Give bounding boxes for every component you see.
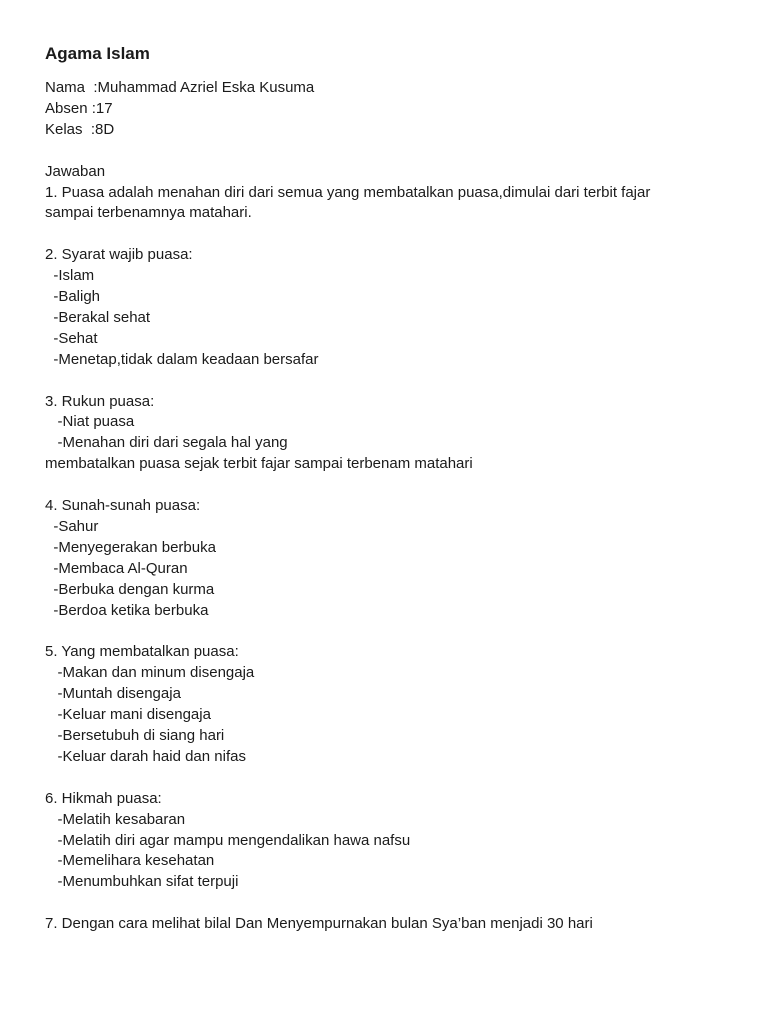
text-line: 7. Dengan cara melihat bilal Dan Menyempurnakan bulan Sya’ban menjadi 30 hari bbox=[45, 915, 593, 933]
answers bbox=[45, 162, 728, 935]
text-line: sampai terbenamnya matahari. bbox=[45, 204, 252, 222]
text-line: -Berakal sehat bbox=[45, 308, 151, 326]
text-line: 5. Yang membatalkan puasa: bbox=[45, 643, 239, 661]
text-line: 4. Sunah-sunah puasa: bbox=[45, 497, 201, 515]
answer-2 bbox=[45, 245, 728, 370]
text-line: -Menyegerakan berbuka bbox=[45, 538, 216, 556]
text-line: 6. Hikmah puasa: bbox=[45, 789, 162, 807]
student-info-line: Nama :Muhammad Azriel Eska Kusuma bbox=[45, 79, 315, 96]
text-line: -Membaca Al-Quran bbox=[45, 559, 188, 577]
text-line: -Melatih diri agar mampu mengendalikan hawa nafsu bbox=[45, 831, 411, 849]
text-line: membatalkan puasa sejak terbit fajar sampai terbenam matahari bbox=[45, 455, 473, 473]
text-line: -Memelihara kesehatan bbox=[45, 852, 215, 870]
text-line: 1. Puasa adalah menahan diri dari semua yang membatalkan puasa,dimulai dari terbit fajar bbox=[45, 183, 651, 201]
text-line: -Baligh bbox=[45, 288, 101, 306]
answer-3 bbox=[45, 392, 728, 476]
text-line: -Berdoa ketika berbuka bbox=[45, 601, 209, 619]
text-line: -Islam bbox=[45, 267, 95, 285]
student-info bbox=[45, 78, 728, 141]
student-info-line: Kelas :8D bbox=[45, 120, 115, 138]
text-line: 2. Syarat wajib puasa: bbox=[45, 246, 193, 264]
text-line: -Makan dan minum disengaja bbox=[45, 664, 255, 682]
text-line: Jawaban bbox=[45, 162, 106, 180]
text-line: -Menetap,tidak dalam keadaan bersafar bbox=[45, 350, 319, 368]
text-line: -Keluar darah haid dan nifas bbox=[45, 747, 246, 765]
text-line: -Keluar mani disengaja bbox=[45, 706, 211, 724]
answer-5 bbox=[45, 642, 728, 767]
text-line: -Menahan diri dari segala hal yang bbox=[45, 434, 288, 452]
text-line: -Menumbuhkan sifat terpuji bbox=[45, 873, 239, 891]
text-line: -Muntah disengaja bbox=[45, 685, 181, 703]
answer-6 bbox=[45, 789, 728, 894]
page-title: Agama Islam bbox=[45, 44, 150, 63]
text-line: -Sehat bbox=[45, 329, 98, 347]
student-info-line: Absen :17 bbox=[45, 99, 113, 117]
text-line: -Melatih kesabaran bbox=[45, 810, 186, 828]
answer-4 bbox=[45, 496, 728, 621]
text-line: -Niat puasa bbox=[45, 413, 135, 431]
text-line: 3. Rukun puasa: bbox=[45, 392, 155, 410]
text-line: -Sahur bbox=[45, 517, 99, 535]
text-line: -Berbuka dengan kurma bbox=[45, 580, 215, 598]
answer-1 bbox=[45, 162, 728, 225]
answer-7 bbox=[45, 914, 728, 935]
text-line: -Bersetubuh di siang hari bbox=[45, 727, 225, 745]
